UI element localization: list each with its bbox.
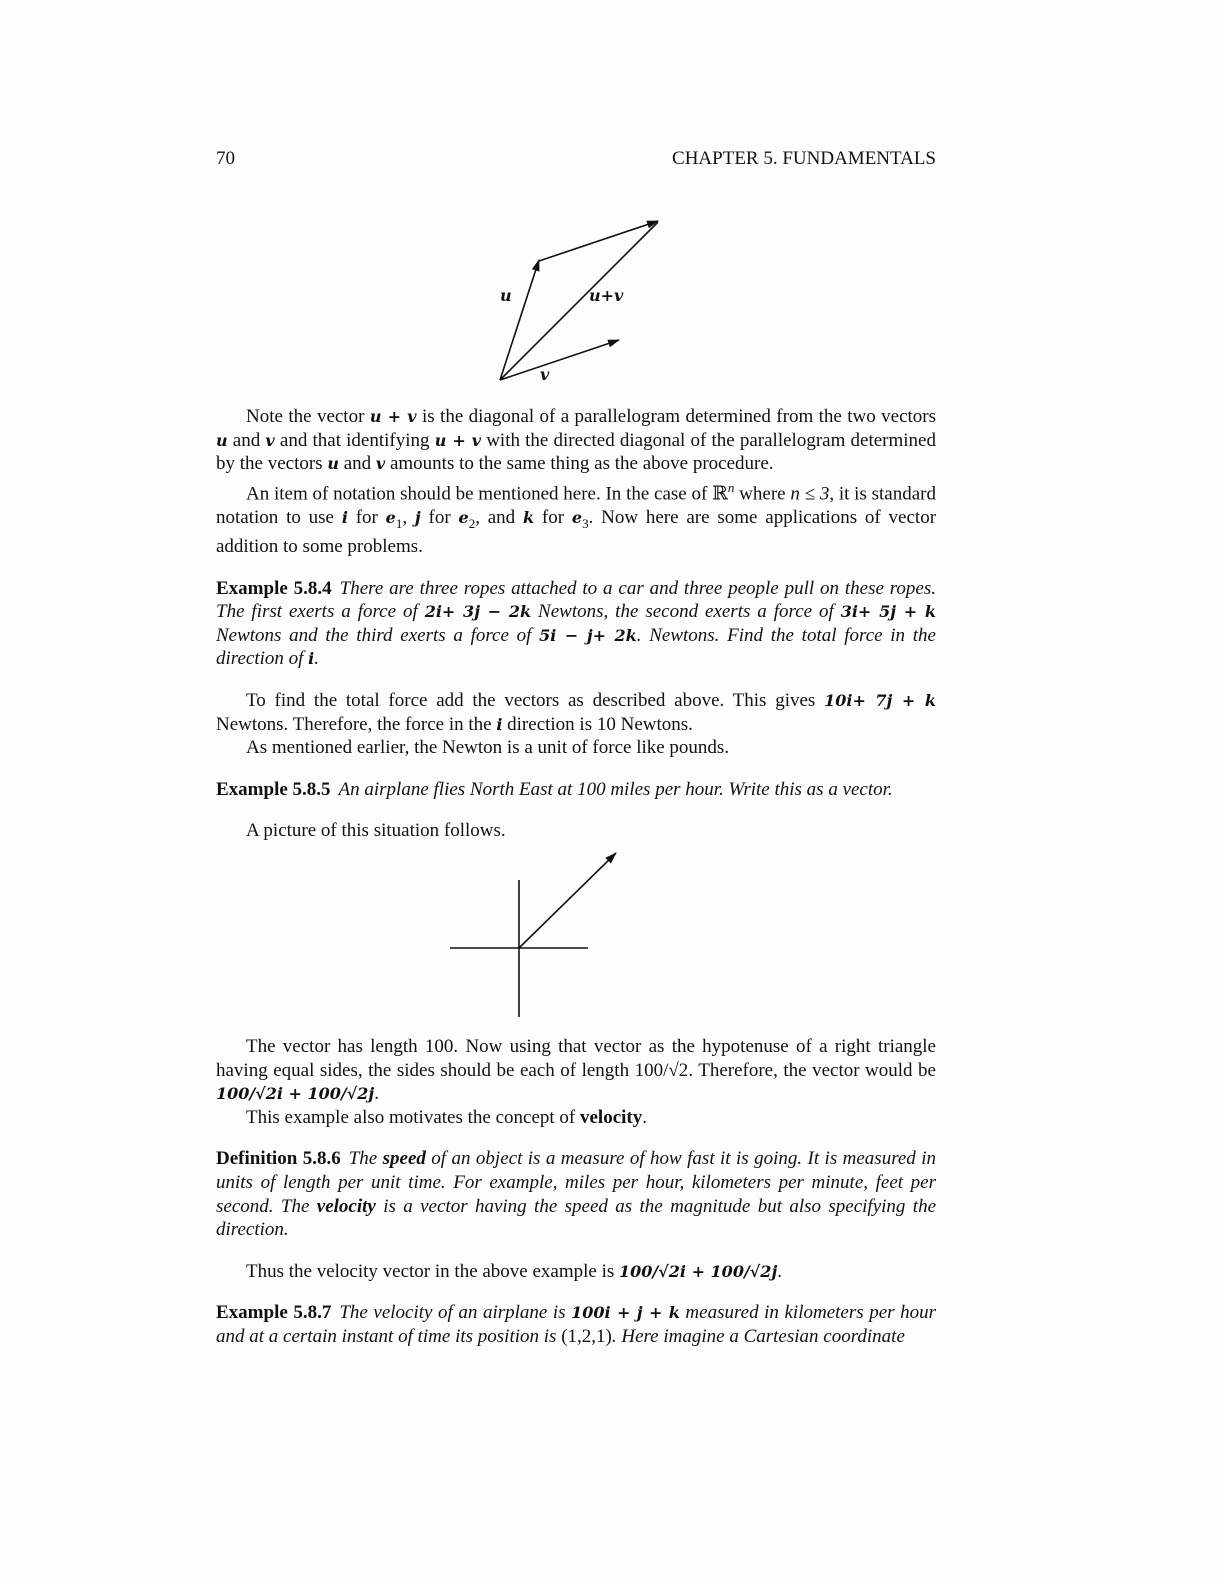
parallelogram-svg — [480, 210, 680, 400]
vector-u — [500, 260, 539, 380]
page-number: 70 — [216, 148, 235, 169]
label-u: u — [500, 286, 512, 305]
paragraph-hypotenuse: The vector has length 100. Now using that vector as the hypotenuse of a right triangle having equal sides, the sides should be each of length 100/√2. Therefore, the vector would be 100/√2i + 100/√2j. — [216, 1036, 936, 1105]
definition-5-8-6: Definition 5.8.6 The speed of an object is a measure of how fast it is going. It is measured in units of length per unit time. For example, miles per hour, kilometers per minute, feet per second. The velocity is a vector having the speed as the magnitude but also specifying the direction. — [216, 1148, 937, 1241]
parallelogram-figure — [480, 210, 680, 400]
velocity-vector — [519, 853, 616, 948]
vector-v — [500, 340, 619, 380]
example-5-8-4: Example 5.8.4 There are three ropes attached to a car and three people pull on these ropes. The first exerts a force of 2i+ 3j − 2k Newtons, the second exerts a force of 3i+ 5j + k Newtons and the third exerts a force of 5i − j+ 2k. Newtons. Find the total force in the direction of i. — [216, 577, 937, 670]
picture-note: A picture of this situation follows. — [246, 820, 506, 842]
label-u-plus-v: u+v — [589, 286, 624, 305]
paragraph-newton: As mentioned earlier, the Newton is a unit of force like pounds. — [246, 737, 730, 759]
example-5-8-5: Example 5.8.5 An airplane flies North East at 100 miles per hour. Write this as a vector. — [216, 778, 893, 800]
running-header — [216, 148, 936, 174]
chapter-title: CHAPTER 5. FUNDAMENTALS — [672, 148, 936, 169]
definition-label: Definition 5.8.6 — [216, 1148, 341, 1170]
body-block-2 — [216, 1035, 936, 1349]
paragraph-velocity-vector: Thus the velocity vector in the above example is 100/√2i + 100/√2j. — [246, 1260, 782, 1282]
body-block-1 — [216, 405, 936, 843]
example-label: Example 5.8.7 — [216, 1302, 332, 1324]
example-label: Example 5.8.5 — [216, 778, 331, 800]
vector-top-edge — [539, 221, 658, 261]
northeast-svg — [440, 845, 630, 1025]
vector-sum-diagonal — [500, 222, 658, 380]
paragraph-notation: An item of notation should be mentioned here. In the case of ℝ$^n$ where n ≤ 3, it is standard notation to use i for $e_1$, j for $e_2$, and k for $e_3$. Now here are some applications of vector addition to some problems. — [216, 479, 937, 558]
paragraph-velocity-motivation: This example also motivates the concept of velocity. — [246, 1106, 647, 1128]
solution-5-8-4: To find the total force add the vectors as described above. This gives 10i+ 7j + k Newtons. Therefore, the force in the i direction is 10 Newtons. — [216, 690, 937, 735]
paragraph-diagonal: Note the vector u + v is the diagonal of a parallelogram determined from the two vectors u and v and that identifying u + v with the directed diagonal of the parallelogram determined by the vectors u and v amounts to the same thing as the above procedure. — [216, 406, 936, 475]
label-v: v — [540, 365, 550, 384]
example-label: Example 5.8.4 — [216, 577, 332, 599]
example-5-8-7: Example 5.8.7 The velocity of an airplane is 100i + j + k measured in kilometers per hour and at a certain instant of time its position is (1,2,1). Here imagine a Cartesian coordinate — [216, 1302, 936, 1347]
northeast-figure — [440, 845, 630, 1025]
